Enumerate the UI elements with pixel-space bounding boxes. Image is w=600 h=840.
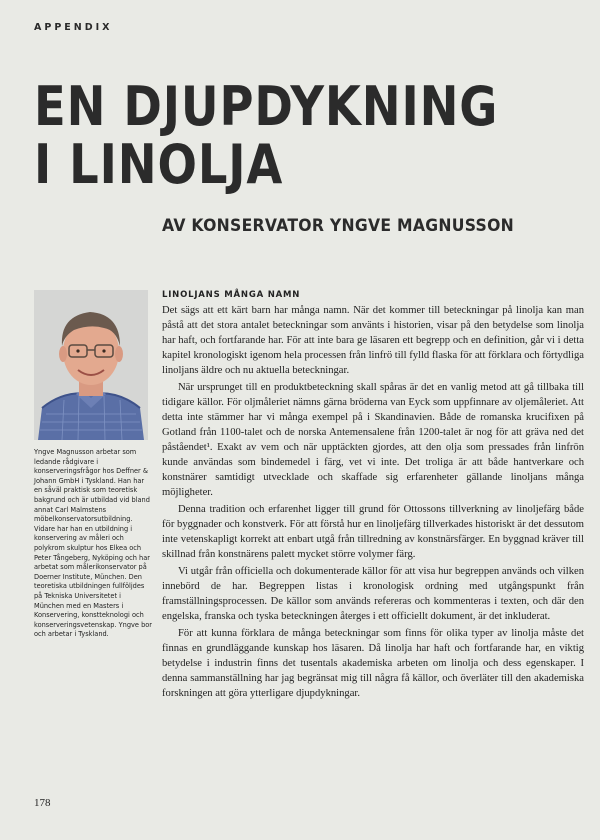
section-label: APPENDIX — [34, 22, 113, 33]
title-line-1: EN DJUPDYKNING — [34, 75, 499, 138]
article-paragraph: Denna tradition och erfarenhet ligger till grund för Ottossons tillverkning av linoljefärg både för byggnader och konstverk. För att förstå hur en linoljefärg tillverkades historiskt är det dessutom inte vetenskapligt korrekt att enbart utgå från tillredning av konstnärsfärger. En byggnad kräver till skillnad från konstnärens palett mycket större volymer färg. — [162, 504, 584, 560]
author-bio-caption: Yngve Magnusson arbetar som ledande rådgivare i konserveringsfrågor hos Deffner & Johann GmbH i Tyskland. Han har en såväl praktisk som teoretisk bakgrund och är utbildad vid bland annat Carl Malmstens möbelkonservatorsutbildning. Vidare har han en utbildning i konservering av måleri och polykrom skulptur hos Elkea och Peter Tångeberg, Nyköping och har arbetat som målerikonservator på Doerner Institute, München. Den teoretiska utbildningen fullföljdes på Tekniska Universitetet i München med en Masters i Konservering, konstteknologi och konserveringsvetenskap. Yngve bor och arbetar i Tyskland. — [34, 448, 153, 639]
author-portrait-illustration — [34, 290, 148, 440]
page-title — [34, 75, 499, 196]
article-paragraph: Vi utgår från officiella och dokumenterade källor för att visa hur begreppen används och vilken innebörd de har. Begreppen listas i kronologisk ordning med utgångspunkt från framställningsprocessen. De källor som används refereras och kommenteras i texten, och där den engelska, franska och tyska beteckningen återges i ett officiellt dokument, är det inkluderat. — [162, 566, 584, 622]
title-line-2: I LINOLJA — [34, 133, 284, 196]
page-subtitle: AV KONSERVATOR YNGVE MAGNUSSON — [162, 216, 515, 236]
article-paragraph: När ursprunget till en produktbeteckning skall spåras är det en vanlig metod att gå tillbaka till tidigare källor. För oljmåleriet nämns gärna bröderna van Eyck som uppfinnare av oljemåleriet. Att detta inte stämmer har vi många exempel på i Skandinavien. Både de romanska krucifixen på Gotland från 1100-talet och de norska Antemensalene från 1200-talet är nog för att gräva ned det påståendet¹. Exakt av vem och när upptäckten gjordes, att den olja som pressades från linfrön kunde användas som bindemedel i färg, vet vi inte. Det troliga är att både hantverkare och konstnärer samtidigt utvecklade och skaffade sig erfarenheter gällande linoljans många möjligheter. — [162, 382, 584, 498]
article-paragraph: Det sägs att ett kärt barn har många namn. När det kommer till beteckningar på linolja kan man påstå att det stora antalet beteckningar som använts i historien, visar på den betydelse som linolja har haft, och fortfarande har. För att inte bara ge läsaren ett begrepp och en definition, går vi i detta kapitel kronologiskt igenom hela processen från linfrö till fylld flaska för att förklara och förtydliga linoljans äldre och nu aktuella beteckningar. — [162, 305, 584, 376]
page-number: 178 — [34, 797, 51, 809]
author-portrait — [34, 290, 148, 440]
article-body — [162, 303, 584, 701]
article-paragraph: För att kunna förklara de många beteckningar som finns för olika typer av linolja måste det finnas en grundläggande kunskap hos läsaren. Då linolja har haft och fortfarande har, en viktig betydelse i industrin finns det tusentals akademiska arbeten om linolja och dess egenskaper. I denna sammanställning har jag begränsat mig till några få källor, och överläter till den akademiska forskningen att göra ytterligare djupdykningar. — [162, 628, 584, 699]
article-heading: LINOLJANS MÅNGA NAMN — [162, 290, 301, 300]
